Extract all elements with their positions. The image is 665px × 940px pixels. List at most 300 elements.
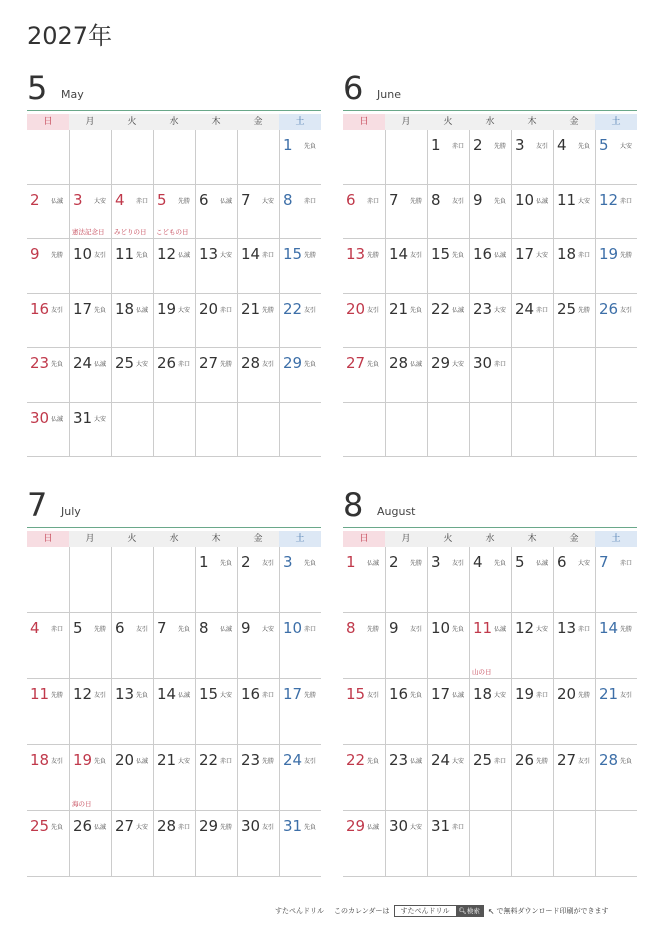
day-cell	[427, 613, 469, 679]
day-cell	[595, 130, 637, 185]
day-number: 14	[157, 685, 177, 703]
day-cell	[69, 613, 111, 679]
rokuyo-label: 先負	[136, 692, 149, 699]
day-number: 19	[73, 751, 93, 769]
day-cell	[427, 811, 469, 877]
rokuyo-label: 大安	[178, 758, 191, 765]
day-cell	[469, 613, 511, 679]
day-cell	[385, 811, 427, 877]
rokuyo-label: 赤口	[620, 560, 633, 567]
day-number: 8	[346, 619, 356, 637]
rokuyo-label: 大安	[94, 197, 107, 205]
day-cell	[343, 348, 385, 403]
day-number: 26	[515, 751, 535, 769]
rokuyo-label: 大安	[262, 197, 275, 205]
day-cell	[153, 185, 195, 240]
day-number: 14	[389, 245, 409, 263]
month-name: August	[377, 505, 416, 518]
day-cell	[343, 745, 385, 811]
rokuyo-label: 大安	[94, 415, 107, 423]
day-number: 23	[389, 751, 409, 769]
day-cell	[27, 811, 69, 877]
rokuyo-label: 友引	[136, 626, 149, 633]
day-number: 3	[73, 190, 83, 209]
day-cell	[153, 403, 195, 458]
day-number: 30	[30, 408, 50, 427]
day-cell	[279, 745, 321, 811]
day-cell	[27, 679, 69, 745]
weekday-label: 火	[443, 117, 453, 127]
day-number: 4	[30, 619, 40, 637]
rokuyo-label: 先負	[94, 758, 107, 765]
day-cell	[511, 348, 553, 403]
day-cell	[237, 348, 279, 403]
weekday-header	[27, 114, 321, 130]
day-cell	[27, 130, 69, 185]
rokuyo-label: 友引	[94, 692, 107, 699]
day-number: 11	[115, 245, 135, 263]
day-number: 27	[346, 354, 366, 372]
rokuyo-label: 仏滅	[536, 197, 549, 205]
day-number: 29	[283, 354, 303, 372]
header-rule	[343, 110, 637, 111]
day-cell	[553, 185, 595, 240]
rokuyo-label: 大安	[220, 252, 233, 259]
day-number: 2	[241, 553, 251, 571]
day-number: 9	[30, 245, 40, 263]
day-number: 6	[346, 190, 356, 209]
day-number: 20	[115, 751, 135, 769]
weekday-label: 月	[85, 117, 95, 127]
day-number: 28	[241, 354, 261, 372]
day-cell	[511, 403, 553, 458]
day-cell	[511, 811, 553, 877]
rokuyo-label: 仏滅	[452, 306, 465, 314]
month-name: June	[377, 88, 401, 101]
rokuyo-label: 大安	[452, 361, 465, 368]
month-number: 7	[27, 486, 48, 524]
day-cell	[343, 185, 385, 240]
day-cell	[595, 811, 637, 877]
day-number: 20	[199, 299, 219, 318]
day-cell	[427, 130, 469, 185]
calendar-month-august	[343, 487, 637, 877]
rokuyo-label: 仏滅	[367, 824, 380, 831]
day-number: 10	[73, 245, 93, 263]
day-number: 29	[199, 817, 219, 835]
day-number: 16	[30, 299, 50, 318]
rokuyo-label: 先負	[136, 252, 149, 259]
day-number: 21	[389, 299, 409, 318]
header-rule	[343, 527, 637, 528]
day-cell	[553, 294, 595, 349]
day-cell	[237, 679, 279, 745]
rokuyo-label: 先勝	[178, 197, 191, 205]
weekday-label: 月	[85, 534, 95, 544]
day-number: 9	[389, 619, 399, 637]
day-number: 19	[515, 685, 535, 703]
rokuyo-label: 仏滅	[367, 560, 380, 567]
rokuyo-label: 先負	[410, 692, 423, 699]
rokuyo-label: 先勝	[262, 758, 275, 765]
day-number: 22	[199, 751, 219, 769]
day-number: 10	[283, 619, 303, 637]
day-number: 19	[599, 245, 619, 263]
day-cell	[69, 745, 111, 811]
day-number: 17	[283, 685, 303, 703]
rokuyo-label: 赤口	[304, 197, 317, 205]
day-number: 18	[557, 245, 577, 263]
day-cell	[111, 294, 153, 349]
rokuyo-label: 先負	[304, 361, 317, 368]
day-number: 23	[30, 354, 50, 372]
rokuyo-label: 先負	[304, 143, 317, 150]
footer-brand: すたぺんドリル	[275, 907, 324, 915]
rokuyo-label: 赤口	[262, 252, 275, 259]
day-number: 28	[599, 751, 619, 769]
day-cell	[237, 185, 279, 240]
rokuyo-label: 大安	[578, 560, 591, 567]
rokuyo-label: 先負	[578, 143, 591, 150]
day-number: 6	[115, 619, 125, 637]
weekday-label: 木	[527, 117, 537, 127]
weekday-label: 土	[279, 531, 321, 547]
day-cell	[595, 679, 637, 745]
rokuyo-label: 先勝	[410, 197, 423, 205]
day-number: 5	[157, 190, 167, 209]
day-number: 13	[199, 245, 219, 263]
day-number: 2	[30, 190, 40, 209]
day-cell	[153, 613, 195, 679]
day-cell	[27, 185, 69, 240]
rokuyo-label: 仏滅	[51, 197, 64, 205]
search-query: すたぺんドリル	[400, 907, 450, 915]
day-cell	[27, 239, 69, 294]
day-cell	[469, 679, 511, 745]
day-number: 30	[473, 354, 493, 372]
day-cell	[385, 613, 427, 679]
day-cell	[511, 239, 553, 294]
day-cell	[27, 348, 69, 403]
day-cell	[553, 679, 595, 745]
rokuyo-label: 先負	[220, 560, 233, 567]
rokuyo-label: 大安	[536, 626, 549, 633]
rokuyo-label: 先勝	[304, 252, 317, 259]
day-number: 7	[389, 190, 399, 209]
calendar-month-july	[27, 487, 321, 877]
day-cell	[111, 613, 153, 679]
day-cell	[511, 613, 553, 679]
weekday-label: 金	[569, 117, 579, 127]
rokuyo-label: 先勝	[220, 361, 233, 368]
rokuyo-label: 仏滅	[94, 361, 107, 368]
day-number: 18	[115, 299, 135, 318]
day-number: 11	[30, 685, 50, 703]
rokuyo-label: 先勝	[578, 306, 591, 314]
holiday-label: 山の日	[472, 668, 492, 676]
day-cell	[469, 547, 511, 613]
day-number: 29	[431, 354, 451, 372]
day-cell	[343, 239, 385, 294]
rokuyo-label: 先負	[367, 361, 380, 368]
rokuyo-label: 大安	[178, 306, 191, 314]
day-number: 9	[241, 619, 251, 637]
rokuyo-label: 大安	[136, 361, 149, 368]
day-cell	[385, 130, 427, 185]
day-cell	[595, 613, 637, 679]
day-number: 24	[283, 751, 303, 769]
day-cell	[279, 294, 321, 349]
rokuyo-label: 先勝	[304, 692, 317, 699]
day-cell	[111, 185, 153, 240]
weekday-label: 日	[343, 531, 385, 547]
search-box[interactable]	[394, 905, 484, 917]
holiday-label: 憲法記念日	[72, 228, 105, 236]
day-number: 2	[389, 553, 399, 571]
day-cell	[111, 679, 153, 745]
day-number: 7	[241, 190, 251, 209]
day-cell	[279, 185, 321, 240]
day-cell	[195, 679, 237, 745]
day-cell	[595, 185, 637, 240]
day-number: 4	[557, 136, 567, 154]
rokuyo-label: 先勝	[620, 626, 633, 633]
day-cell	[195, 239, 237, 294]
weekday-label: 月	[401, 117, 411, 127]
day-cell	[153, 547, 195, 613]
weekday-label: 木	[211, 534, 221, 544]
weekday-label: 金	[569, 534, 579, 544]
day-number: 24	[431, 751, 451, 769]
day-number: 3	[283, 553, 293, 571]
day-number: 12	[73, 685, 93, 703]
day-number: 14	[241, 245, 261, 263]
day-number: 25	[115, 354, 135, 372]
rokuyo-label: 仏滅	[51, 415, 64, 423]
rokuyo-label: 赤口	[367, 197, 380, 205]
month-grid	[27, 130, 321, 457]
weekday-header	[343, 114, 637, 130]
day-number: 8	[199, 619, 209, 637]
weekday-header	[343, 531, 637, 547]
weekday-label: 金	[253, 534, 263, 544]
day-cell	[237, 811, 279, 877]
day-cell	[27, 294, 69, 349]
rokuyo-label: 先負	[178, 626, 191, 633]
month-name: May	[61, 88, 84, 101]
rokuyo-label: 先負	[304, 560, 317, 567]
day-cell	[153, 239, 195, 294]
calendar-month-june	[343, 70, 637, 457]
month-header	[343, 70, 637, 110]
day-number: 10	[515, 190, 535, 209]
day-number: 31	[283, 817, 303, 835]
day-cell	[111, 239, 153, 294]
rokuyo-label: 大安	[536, 252, 549, 259]
rokuyo-label: 友引	[262, 560, 275, 567]
year-title: 2027年	[27, 22, 113, 50]
day-cell	[237, 547, 279, 613]
month-header	[343, 487, 637, 527]
weekday-label: 日	[27, 531, 69, 547]
weekday-label: 火	[127, 117, 137, 127]
day-cell	[69, 679, 111, 745]
day-cell	[343, 811, 385, 877]
month-number: 8	[343, 486, 364, 524]
search-icon: 🔍︎	[458, 907, 467, 915]
rokuyo-label: 仏滅	[94, 824, 107, 831]
day-number: 17	[73, 299, 93, 318]
rokuyo-label: 先勝	[367, 252, 380, 259]
rokuyo-label: 友引	[304, 306, 317, 314]
rokuyo-label: 先勝	[220, 824, 233, 831]
search-button[interactable]	[456, 906, 483, 916]
footer-text-2: で無料ダウンロード印刷ができます	[496, 907, 609, 915]
day-number: 1	[199, 553, 209, 571]
day-cell	[385, 294, 427, 349]
rokuyo-label: 友引	[51, 306, 64, 314]
day-cell	[69, 348, 111, 403]
day-cell	[427, 294, 469, 349]
weekday-label: 土	[595, 114, 637, 130]
rokuyo-label: 友引	[578, 758, 591, 765]
rokuyo-label: 先負	[367, 758, 380, 765]
rokuyo-label: 大安	[620, 143, 633, 150]
weekday-label: 火	[127, 534, 137, 544]
day-cell	[27, 547, 69, 613]
rokuyo-label: 先負	[452, 252, 465, 259]
day-cell	[69, 294, 111, 349]
rokuyo-label: 仏滅	[178, 692, 191, 699]
month-header	[27, 487, 321, 527]
weekday-label: 水	[169, 534, 179, 544]
rokuyo-label: 友引	[410, 626, 423, 633]
header-rule	[27, 527, 321, 528]
day-number: 14	[599, 619, 619, 637]
day-cell	[279, 348, 321, 403]
day-number: 20	[346, 299, 366, 318]
day-number: 24	[515, 299, 535, 318]
weekday-label: 木	[211, 117, 221, 127]
day-cell	[469, 403, 511, 458]
weekday-label: 水	[485, 117, 495, 127]
rokuyo-label: 先勝	[578, 692, 591, 699]
weekday-label: 土	[279, 114, 321, 130]
day-number: 23	[473, 299, 493, 318]
day-number: 1	[283, 136, 293, 154]
day-cell	[111, 745, 153, 811]
rokuyo-label: 赤口	[578, 626, 591, 633]
rokuyo-label: 赤口	[494, 361, 507, 368]
day-number: 12	[515, 619, 535, 637]
day-number: 28	[157, 817, 177, 835]
day-cell	[195, 811, 237, 877]
day-number: 13	[346, 245, 366, 263]
month-grid	[343, 130, 637, 457]
day-cell	[511, 745, 553, 811]
rokuyo-label: 友引	[452, 560, 465, 567]
day-number: 3	[515, 136, 525, 154]
day-cell	[385, 547, 427, 613]
day-cell	[237, 130, 279, 185]
rokuyo-label: 仏滅	[220, 626, 233, 633]
rokuyo-label: 赤口	[304, 626, 317, 633]
rokuyo-label: 赤口	[262, 692, 275, 699]
day-number: 31	[431, 817, 451, 835]
rokuyo-label: 友引	[51, 758, 64, 765]
day-number: 23	[241, 751, 261, 769]
day-cell	[343, 679, 385, 745]
day-number: 12	[157, 245, 177, 263]
day-cell	[511, 679, 553, 745]
day-cell	[469, 239, 511, 294]
day-cell	[111, 547, 153, 613]
rokuyo-label: 先負	[304, 824, 317, 831]
weekday-label: 日	[27, 114, 69, 130]
rokuyo-label: 大安	[494, 306, 507, 314]
day-cell	[279, 239, 321, 294]
day-number: 22	[431, 299, 451, 318]
rokuyo-label: 仏滅	[536, 560, 549, 567]
day-number: 11	[557, 190, 577, 209]
day-number: 13	[115, 685, 135, 703]
day-number: 27	[199, 354, 219, 372]
rokuyo-label: 先勝	[410, 560, 423, 567]
day-number: 21	[157, 751, 177, 769]
day-cell	[469, 348, 511, 403]
day-number: 22	[346, 751, 366, 769]
day-cell	[343, 294, 385, 349]
day-number: 16	[473, 245, 493, 263]
day-number: 9	[473, 190, 483, 209]
day-cell	[343, 130, 385, 185]
rokuyo-label: 友引	[410, 252, 423, 259]
day-cell	[27, 403, 69, 458]
rokuyo-label: 仏滅	[136, 306, 149, 314]
day-number: 25	[557, 299, 577, 318]
month-header	[27, 70, 321, 110]
day-cell	[427, 185, 469, 240]
day-cell	[153, 745, 195, 811]
day-cell	[111, 811, 153, 877]
cursor-icon: ↖	[487, 906, 495, 916]
month-grid	[27, 547, 321, 877]
day-cell	[153, 348, 195, 403]
day-cell	[595, 348, 637, 403]
rokuyo-label: 友引	[367, 306, 380, 314]
rokuyo-label: 赤口	[494, 758, 507, 765]
day-number: 26	[73, 817, 93, 835]
rokuyo-label: 赤口	[178, 361, 191, 368]
day-number: 16	[241, 685, 261, 703]
day-number: 28	[389, 354, 409, 372]
rokuyo-label: 仏滅	[410, 758, 423, 765]
rokuyo-label: 仏滅	[494, 252, 507, 259]
day-cell	[385, 348, 427, 403]
day-cell	[595, 239, 637, 294]
day-number: 5	[599, 136, 609, 154]
rokuyo-label: 赤口	[220, 306, 233, 314]
day-number: 17	[515, 245, 535, 263]
day-number: 5	[515, 553, 525, 571]
rokuyo-label: 先負	[494, 560, 507, 567]
day-number: 29	[346, 817, 366, 835]
day-cell	[469, 811, 511, 877]
holiday-label: みどりの日	[114, 228, 147, 236]
rokuyo-label: 先勝	[94, 626, 107, 633]
calendar-month-may	[27, 70, 321, 457]
day-number: 5	[73, 619, 83, 637]
